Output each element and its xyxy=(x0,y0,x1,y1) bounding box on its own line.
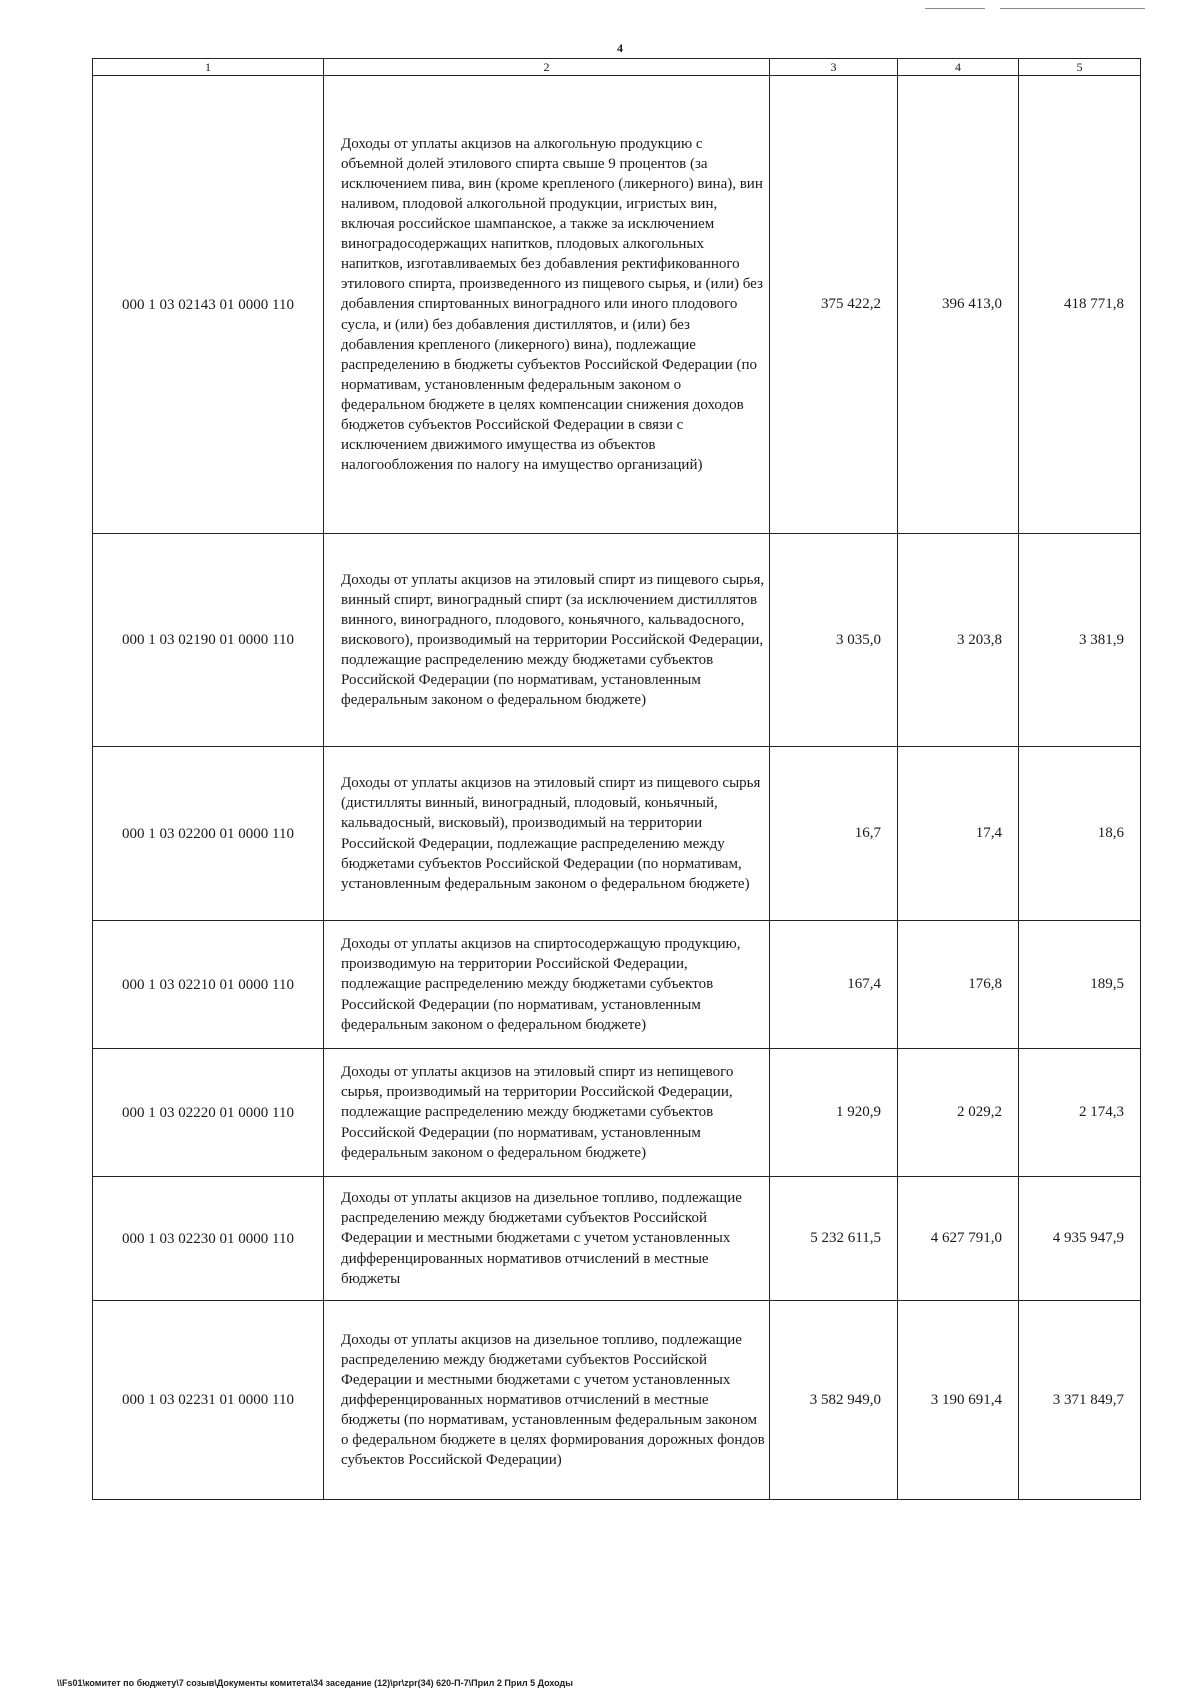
budget-code: 000 1 03 02230 01 0000 110 xyxy=(93,1177,324,1301)
table-row xyxy=(93,747,1141,921)
amount-col5: 418 771,8 xyxy=(1019,76,1141,534)
table-row xyxy=(93,534,1141,747)
column-header-4: 4 xyxy=(898,59,1019,76)
amount-col3: 3 035,0 xyxy=(770,534,898,747)
budget-code: 000 1 03 02190 01 0000 110 xyxy=(93,534,324,747)
table-row xyxy=(93,1301,1141,1500)
table-row xyxy=(93,76,1141,534)
budget-code: 000 1 03 02210 01 0000 110 xyxy=(93,921,324,1049)
amount-col5: 3 381,9 xyxy=(1019,534,1141,747)
amount-col4: 176,8 xyxy=(898,921,1019,1049)
amount-col4: 3 203,8 xyxy=(898,534,1019,747)
amount-col5: 4 935 947,9 xyxy=(1019,1177,1141,1301)
revenue-description: Доходы от уплаты акцизов на этиловый спирт из пищевого сырья (дистилляты винный, виноградный, плодовый, коньячный, кальвадосный, висковый), производимый на территории Российской Федерации, подлежащие распределению между бюджетами субъектов Российской Федерации (по нормативам, установленным федеральным законом о федеральном бюджете) xyxy=(324,747,770,921)
table-row xyxy=(93,1049,1141,1177)
revenue-description: Доходы от уплаты акцизов на этиловый спирт из пищевого сырья, винный спирт, виноградный спирт (за исключением дистиллятов винного, виноградного, плодового, коньячного, кальвадосного, вискового), производимый на территории Российской Федерации, подлежащие распределению между бюджетами субъектов Российской Федерации (по нормативам, установленным федеральным законом о федеральном бюджете) xyxy=(324,534,770,747)
amount-col5: 18,6 xyxy=(1019,747,1141,921)
revenue-description: Доходы от уплаты акцизов на алкогольную продукцию с объемной долей этилового спирта свыше 9 процентов (за исключением пива, вин (кроме крепленого (ликерного) вина), вин наливом, плодовой алкогольной продукции, игристых вин, включая российское шампанское, а также за исключением виноградосодержащих напитков, плодовых алкогольных напитков, изготавливаемых без добавления ректификованного этилового спирта, произведенного из пищевого сырья, и (или) без добавления спиртованных виноградного или иного плодового сусла, и (или) без добавления дистиллятов, и (или) без добавления крепленого (ликерного) вина), подлежащие распределению в бюджеты субъектов Российской Федерации (по нормативам, установленным федеральным законом о федеральном бюджете в целях компенсации снижения доходов бюджетов субъектов Российской Федерации в связи с исключением движимого имущества из объектов налогообложения по налогу на имущество организаций) xyxy=(324,76,770,534)
column-header-1: 1 xyxy=(93,59,324,76)
revenue-description: Доходы от уплаты акцизов на дизельное топливо, подлежащие распределению между бюджетами субъектов Российской Федерации и местными бюджетами с учетом установленных дифференцированных нормативов отчислений в местные бюджеты xyxy=(324,1177,770,1301)
amount-col5: 2 174,3 xyxy=(1019,1049,1141,1177)
column-number-header xyxy=(93,59,1141,76)
budget-code: 000 1 03 02200 01 0000 110 xyxy=(93,747,324,921)
revenue-description: Доходы от уплаты акцизов на дизельное топливо, подлежащие распределению между бюджетами субъектов Российской Федерации и местными бюджетами с учетом установленных дифференцированных нормативов отчислений в местные бюджеты (по нормативам, установленным федеральным законом о федеральном бюджете в целях формирования дорожных фондов субъектов Российской Федерации) xyxy=(324,1301,770,1500)
revenue-description: Доходы от уплаты акцизов на этиловый спирт из непищевого сырья, производимый на территории Российской Федерации, подлежащие распределению между бюджетами субъектов Российской Федерации (по нормативам, установленным федеральным законом о федеральном бюджете) xyxy=(324,1049,770,1177)
amount-col5: 189,5 xyxy=(1019,921,1141,1049)
amount-col3: 167,4 xyxy=(770,921,898,1049)
amount-col3: 5 232 611,5 xyxy=(770,1177,898,1301)
budget-code: 000 1 03 02231 01 0000 110 xyxy=(93,1301,324,1500)
file-path-footer: \\Fs01\комитет по бюджету\7 созыв\Документы комитета\34 заседание (12)\pr\zpr(34) 620-П-7\Прил 2 Прил 5 Доходы xyxy=(57,1678,573,1688)
table-row xyxy=(93,1177,1141,1301)
budget-code: 000 1 03 02220 01 0000 110 xyxy=(93,1049,324,1177)
amount-col4: 3 190 691,4 xyxy=(898,1301,1019,1500)
scan-artifact-line xyxy=(1000,8,1145,9)
scan-artifact-line xyxy=(925,8,985,9)
amount-col4: 17,4 xyxy=(898,747,1019,921)
amount-col4: 4 627 791,0 xyxy=(898,1177,1019,1301)
column-header-2: 2 xyxy=(324,59,770,76)
revenue-table xyxy=(92,58,1141,1500)
amount-col3: 1 920,9 xyxy=(770,1049,898,1177)
page-number: 4 xyxy=(617,41,623,55)
amount-col3: 16,7 xyxy=(770,747,898,921)
column-header-3: 3 xyxy=(770,59,898,76)
revenue-description: Доходы от уплаты акцизов на спиртосодержащую продукцию, производимую на территории Российской Федерации, подлежащие распределению между бюджетами субъектов Российской Федерации (по нормативам, установленным федеральным законом о федеральном бюджете) xyxy=(324,921,770,1049)
table-row xyxy=(93,921,1141,1049)
amount-col4: 396 413,0 xyxy=(898,76,1019,534)
amount-col3: 3 582 949,0 xyxy=(770,1301,898,1500)
budget-code: 000 1 03 02143 01 0000 110 xyxy=(93,76,324,534)
amount-col4: 2 029,2 xyxy=(898,1049,1019,1177)
amount-col3: 375 422,2 xyxy=(770,76,898,534)
column-header-5: 5 xyxy=(1019,59,1141,76)
amount-col5: 3 371 849,7 xyxy=(1019,1301,1141,1500)
